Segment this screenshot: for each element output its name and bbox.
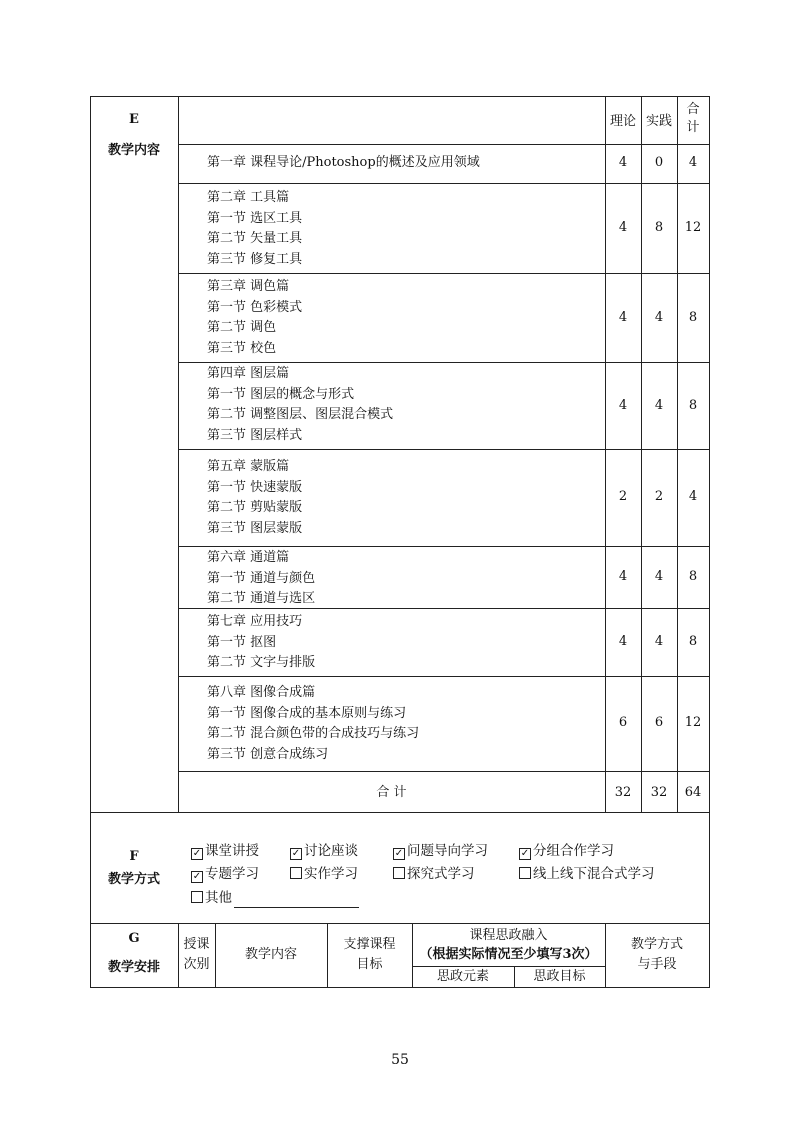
chapter-text: 第八章 图像合成篇 第一节 图像合成的基本原则与练习 第二节 混合颜色带的合成技巧与练习 第三节 创意合成练习 [207, 685, 420, 762]
row-separator [178, 449, 710, 450]
section-f-letter: F [129, 849, 139, 864]
checked-box-icon[interactable]: ✓ [192, 871, 202, 882]
cell-total: 8 [688, 569, 698, 584]
col-ideology-note: （根据实际情况至少填写3次） [419, 947, 598, 962]
chapter-text: 第四章 图层篇 第一节 图层的概念与形式 第二节 调整图层、图层混合模式 第三节 图层样式 [207, 366, 394, 443]
cell-total: 8 [688, 634, 698, 649]
chapter-text: 第七章 应用技巧 第一节 抠图 第二节 文字与排版 [207, 614, 316, 670]
header-practice: 实践 [645, 114, 672, 129]
cell-practice: 0 [654, 155, 664, 170]
section-f-title: 教学方式 [107, 872, 160, 887]
cell-theory: 4 [618, 220, 628, 235]
col-method: 教学方式 与手段 [630, 937, 683, 972]
row-separator [178, 273, 710, 274]
practice-column-divider [641, 96, 642, 812]
page-number: 55 [391, 1052, 409, 1068]
cell-theory: 2 [618, 489, 628, 504]
other-fill-line[interactable] [234, 893, 359, 908]
sum-practice: 32 [650, 785, 668, 800]
option-topic[interactable]: ✓ 专题学习 [192, 866, 259, 882]
checked-box-icon[interactable]: ✓ [291, 848, 301, 859]
theory-column-divider [605, 96, 606, 812]
section-g-title: 教学安排 [107, 960, 160, 975]
total-column-divider [677, 96, 678, 812]
chapter-text: 第一章 课程导论/Photoshop的概述及应用领域 [207, 155, 480, 170]
cell-practice: 4 [654, 569, 664, 584]
section-separator-ef [90, 812, 710, 813]
option-other[interactable]: 其他 [191, 888, 359, 908]
row-separator [178, 676, 710, 677]
cell-practice: 4 [654, 634, 664, 649]
option-practical[interactable]: 实作学习 [290, 864, 358, 884]
chapter-text: 第五章 蒙版篇 第一节 快速蒙版 第二节 剪贴蒙版 第三节 图层蒙版 [207, 459, 303, 536]
sum-total: 64 [684, 785, 702, 800]
col-targets: 思政目标 [533, 969, 586, 984]
cell-theory: 4 [618, 310, 628, 325]
cell-theory: 4 [618, 398, 628, 413]
cell-practice: 8 [654, 220, 664, 235]
cell-theory: 4 [618, 155, 628, 170]
table-bottom-border [90, 987, 710, 988]
label-column-divider [178, 96, 179, 812]
cell-practice: 4 [654, 398, 664, 413]
header-theory: 理论 [609, 114, 636, 129]
col-goal: 支撑课程 目标 [343, 937, 396, 972]
empty-box-icon[interactable] [393, 867, 405, 879]
cell-total: 8 [688, 398, 698, 413]
chapter-text: 第三章 调色篇 第一节 色彩模式 第二节 调色 第三节 校色 [207, 279, 303, 356]
row-separator [178, 144, 710, 145]
col-session: 授课 次别 [183, 937, 210, 972]
table-top-border [90, 96, 710, 97]
option-discussion[interactable]: ✓ 讨论座谈 [291, 843, 358, 859]
option-group-work[interactable]: ✓ 分组合作学习 [520, 843, 614, 859]
chapter-text: 第二章 工具篇 第一节 选区工具 第二节 矢量工具 第三节 修复工具 [207, 190, 303, 267]
row-separator [178, 362, 710, 363]
header-total: 合计 [686, 102, 700, 135]
col-ideology: 课程思政融入 [469, 928, 548, 943]
col-elements: 思政元素 [436, 969, 489, 984]
empty-box-icon[interactable] [191, 891, 203, 903]
cell-theory: 4 [618, 634, 628, 649]
option-problem-based[interactable]: ✓ 问题导向学习 [394, 843, 488, 859]
option-lecture[interactable]: ✓ 课堂讲授 [192, 843, 259, 859]
row-separator [178, 183, 710, 184]
option-inquiry[interactable]: 探究式学习 [393, 864, 475, 884]
cell-practice: 4 [654, 310, 664, 325]
checked-box-icon[interactable]: ✓ [394, 848, 404, 859]
col-content: 教学内容 [244, 947, 297, 962]
section-e-letter: E [129, 112, 139, 127]
row-separator [178, 771, 710, 772]
section-e-title: 教学内容 [107, 143, 160, 158]
sum-theory: 32 [614, 785, 632, 800]
sum-label: 合 计 [376, 785, 407, 800]
cell-theory: 4 [618, 569, 628, 584]
checked-box-icon[interactable]: ✓ [192, 848, 202, 859]
cell-total: 4 [688, 155, 698, 170]
empty-box-icon[interactable] [519, 867, 531, 879]
option-blended[interactable]: 线上线下混合式学习 [519, 864, 655, 884]
cell-theory: 6 [618, 715, 628, 730]
empty-box-icon[interactable] [290, 867, 302, 879]
cell-practice: 6 [654, 715, 664, 730]
section-separator-fg [90, 923, 710, 924]
cell-total: 12 [684, 220, 702, 235]
row-separator [178, 546, 710, 547]
cell-total: 8 [688, 310, 698, 325]
cell-total: 4 [688, 489, 698, 504]
section-g-letter: G [128, 931, 140, 946]
checked-box-icon[interactable]: ✓ [520, 848, 530, 859]
cell-total: 12 [684, 715, 702, 730]
chapter-text: 第六章 通道篇 第一节 通道与颜色 第二节 通道与选区 [207, 550, 316, 606]
cell-practice: 2 [654, 489, 664, 504]
